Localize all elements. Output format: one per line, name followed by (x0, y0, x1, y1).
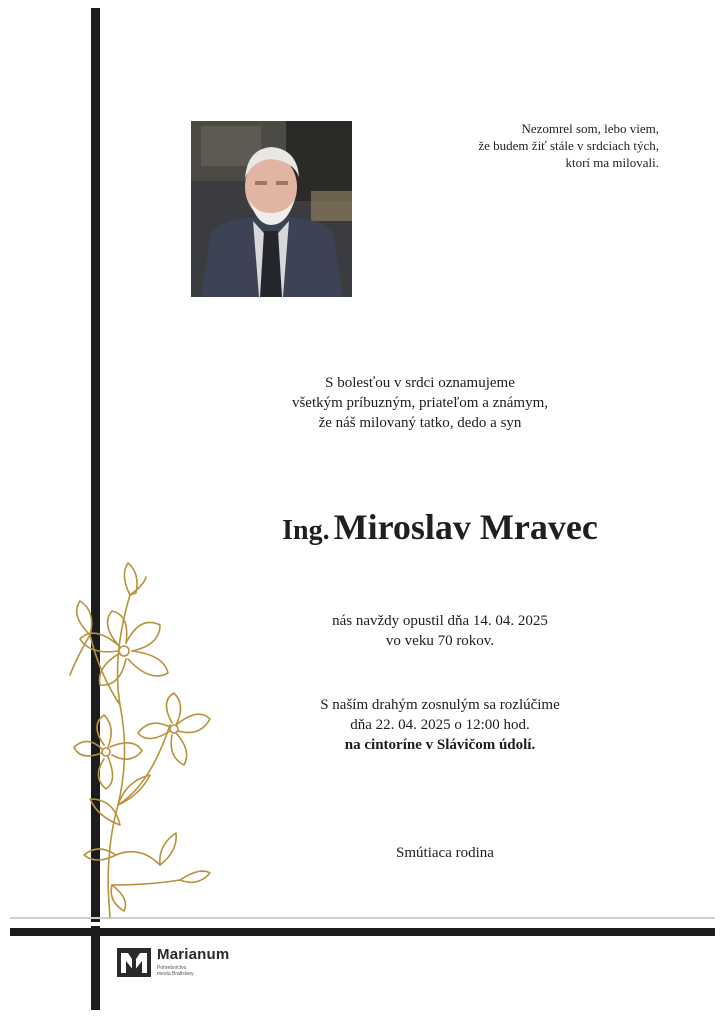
logo-subtitle-line: Pohrebníctvo (157, 965, 187, 971)
family-signature: Smútiaca rodina (396, 845, 494, 861)
memorial-quote (419, 120, 659, 171)
funeral-line: na cintoríne v Slávičom údolí. (344, 737, 536, 753)
intro-line: S bolesťou v srdci oznamujeme (325, 375, 515, 391)
funeral-line: dňa 22. 04. 2025 o 12:00 hod. (350, 717, 530, 733)
marianum-logo (117, 946, 257, 982)
deceased-full-name: Miroslav Mravec (333, 507, 598, 547)
marianum-logo-mark-icon (117, 948, 151, 977)
portrait-photo (191, 121, 352, 297)
death-details (240, 611, 640, 651)
deceased-name (230, 506, 650, 548)
logo-name: Marianum (157, 946, 230, 963)
flower-ornament-icon (60, 555, 220, 925)
frame-horizontal-line (10, 928, 715, 936)
portrait-illustration (191, 121, 352, 297)
quote-line: ktorí ma milovali. (565, 155, 659, 170)
intro-line: že náš milovaný tatko, dedo a syn (318, 415, 522, 431)
announcement-intro (220, 373, 620, 433)
deceased-title: Ing. (282, 515, 330, 546)
intro-line: všetkým príbuzným, priateľom a známym, (291, 395, 549, 411)
quote-line: že budem žiť stále v srdciach tých, (478, 138, 659, 153)
logo-subtitle-line: mesta Bratislavy (157, 971, 194, 977)
funeral-details (240, 695, 640, 755)
quote-line: Nezomrel som, lebo viem, (521, 121, 659, 136)
funeral-line: S naším drahým zosnulým sa rozlúčime (320, 697, 560, 713)
death-line: nás navždy opustil dňa 14. 04. 2025 (332, 613, 548, 629)
death-line: vo veku 70 rokov. (385, 633, 495, 649)
logo-subtitle (157, 965, 247, 977)
